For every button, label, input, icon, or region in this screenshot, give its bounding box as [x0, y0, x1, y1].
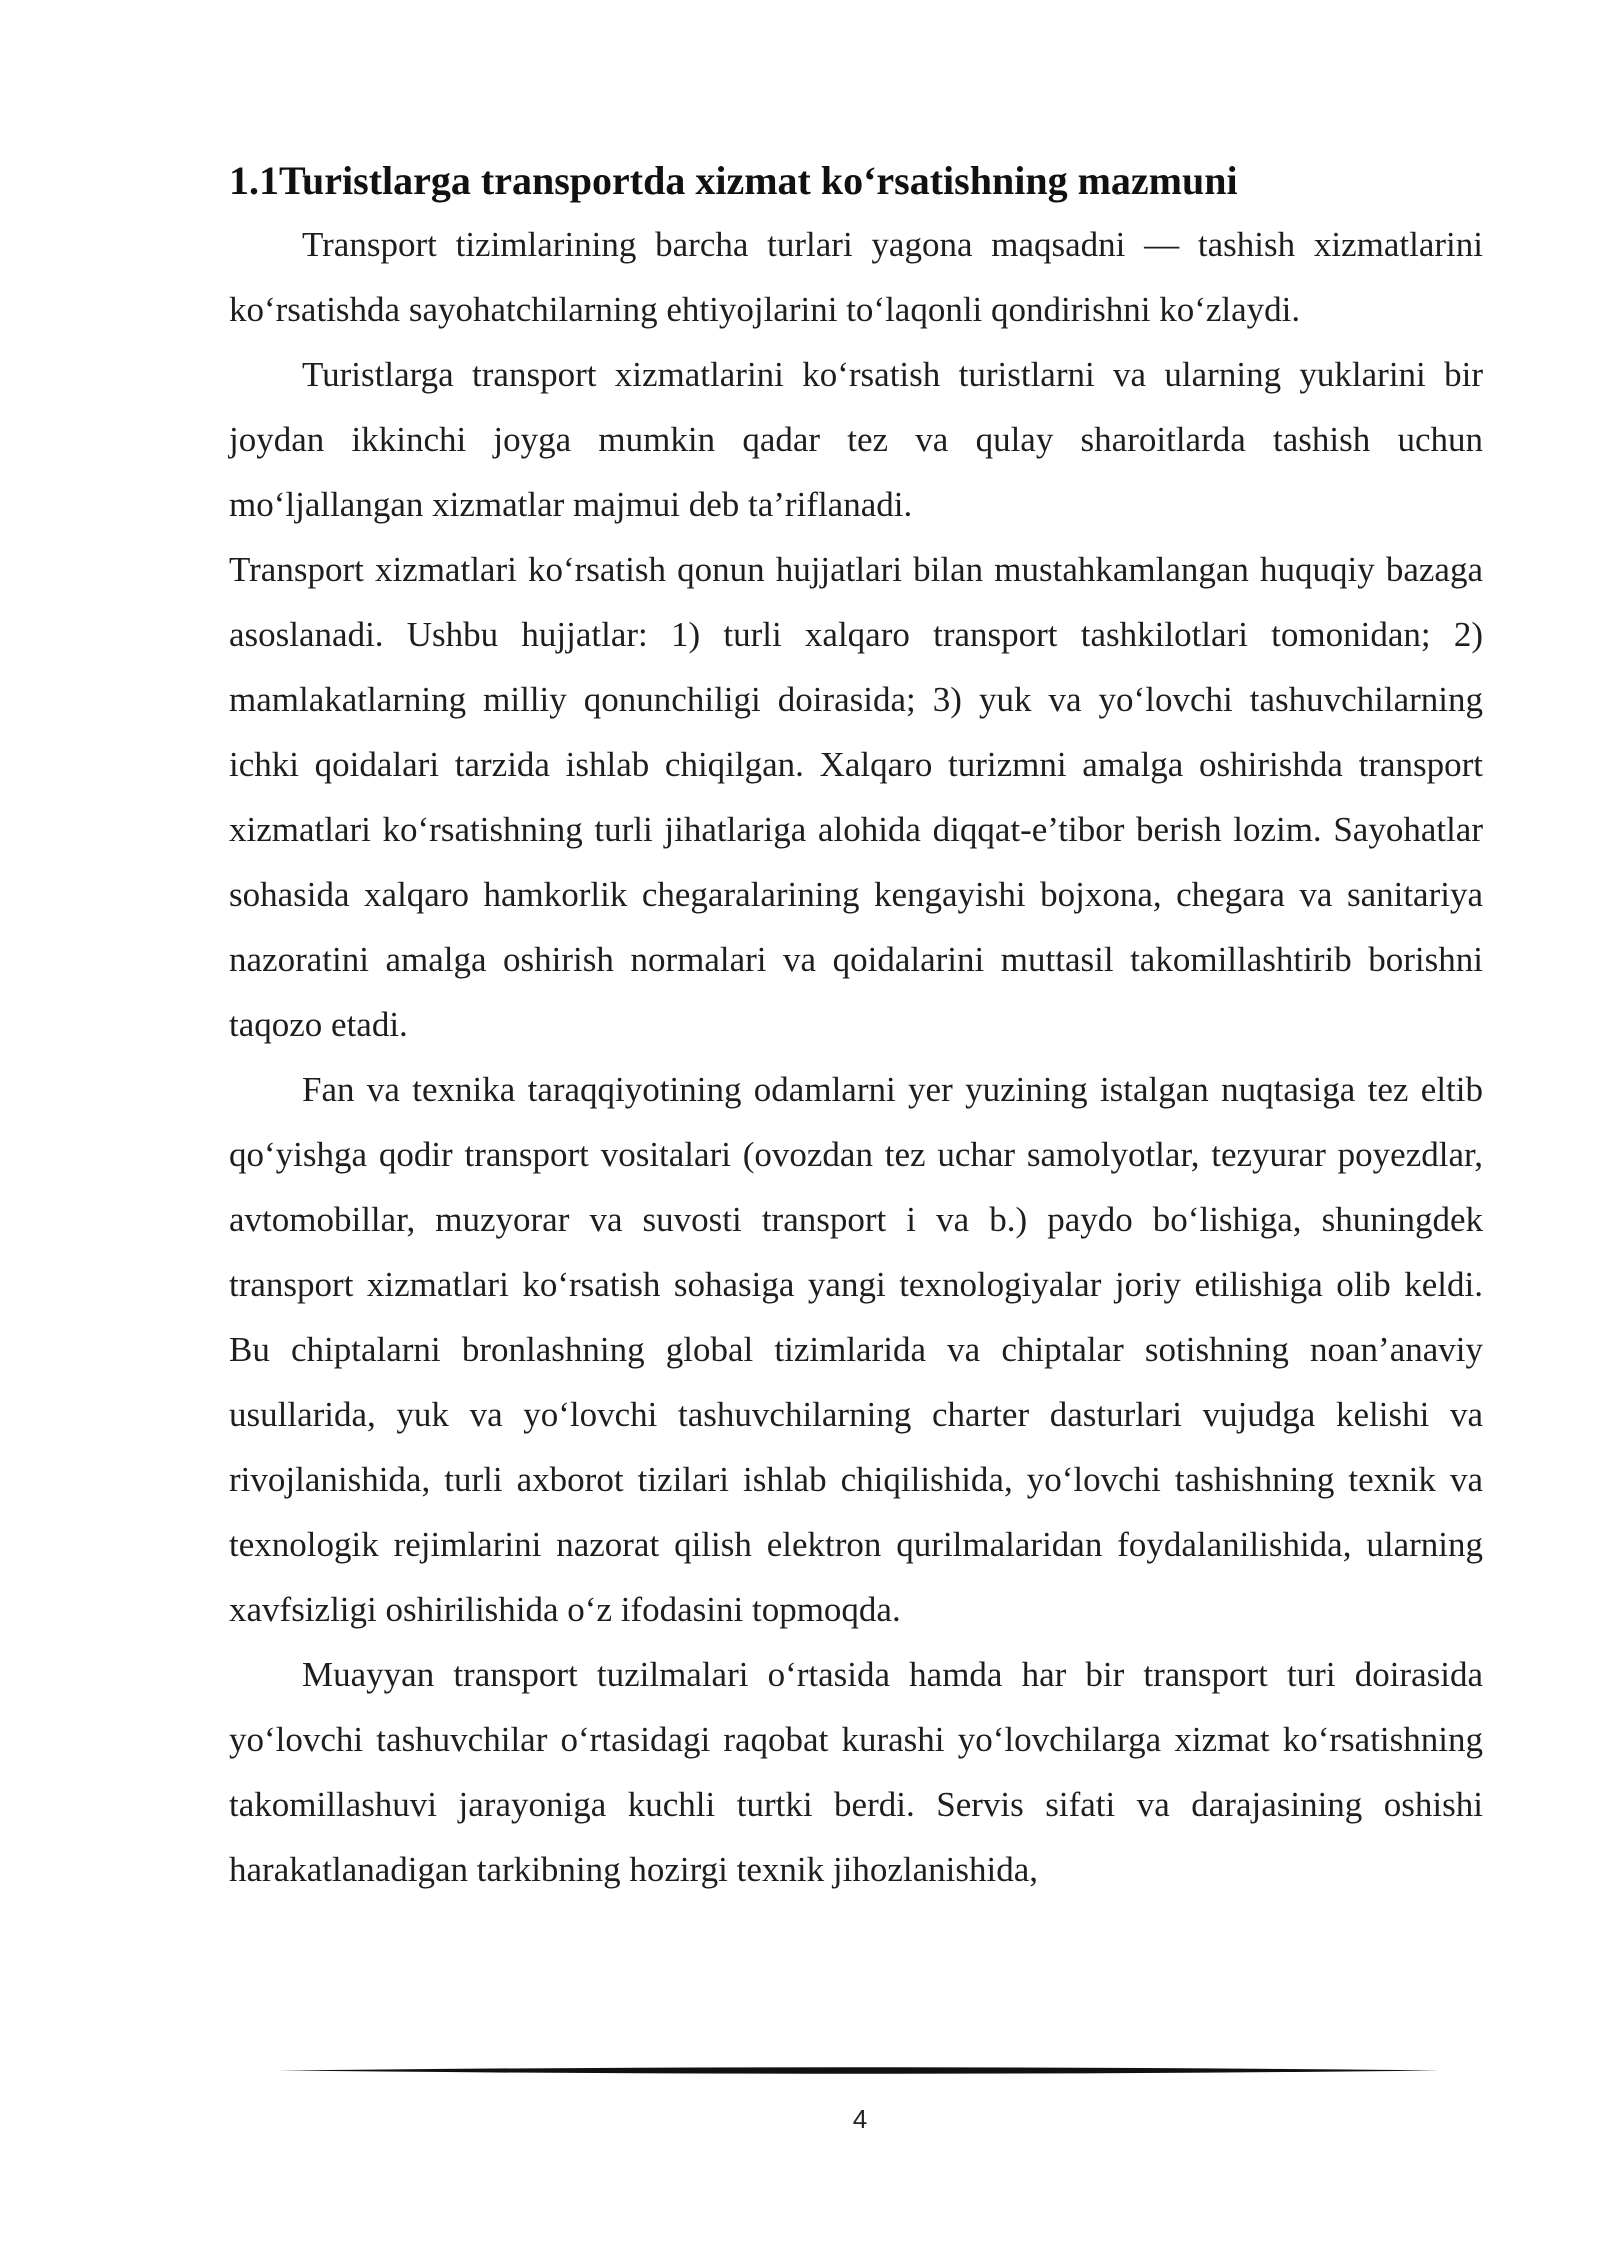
footer-divider [279, 2066, 1439, 2075]
paragraph-1: Transport tizimlarining barcha turlari yagona maqsadni — tashish xizmatlarini ko‘rsatishda sayohatchilarning ehtiyojlarini to‘laqonli qondirishni ko‘zlaydi. [229, 225, 1483, 329]
paragraph-4: Fan va texnika taraqqiyotining odamlarni yer yuzining istalgan nuqtasiga tez eltib qo‘yishga qodir transport vositalari (ovozdan tez uchar samolyotlar, tezyurar poyezdlar, avtomobillar, muzyorar va suvosti transport i va b.) paydo bo‘lishiga, shuningdek transport xizmatlari ko‘rsatish sohasiga yangi texnologiyalar joriy etilishiga olib keldi. Bu chiptalarni bronlashning global tizimlarida va chiptalar sotishning noan’anaviy usullarida, yuk va yo‘lovchi tashuvchilarning charter dasturlari vujudga kelishi va rivojlanishida, turli axborot tizilari ishlab chiqilishida, yo‘lovchi tashishning texnik va texnologik rejimlarini nazorat qilish elektron qurilmalaridan foydalanilishida, ularning xavfsizligi oshirilishida o‘z ifodasini topmoqda. [229, 1070, 1483, 1629]
page-number: 4 [852, 2104, 868, 2134]
section-heading: 1.1Turistlarga transportda xizmat ko‘rsatishning mazmuni [229, 158, 1238, 203]
paragraph-2: Turistlarga transport xizmatlarini ko‘rsatish turistlarni va ularning yuklarini bir joydan ikkinchi joyga mumkin qadar tez va qulay sharoitlarda tashish uchun mo‘ljallangan xizmatlar majmui deb ta’riflanadi. [229, 355, 1483, 524]
paragraph-5: Muayyan transport tuzilmalari o‘rtasida hamda har bir transport turi doirasida yo‘lovchi tashuvchilar o‘rtasidagi raqobat kurashi yo‘lovchilarga xizmat ko‘rsatishning takomillashuvi jarayoniga kuchli turtki berdi. Servis sifati va darajasining oshishi harakatlanadigan tarkibning hozirgi texnik jihozlanishida, [229, 1655, 1483, 1889]
paragraph-3: Transport xizmatlari ko‘rsatish qonun hujjatlari bilan mustahkamlangan huquqiy bazaga asoslanadi. Ushbu hujjatlar: 1) turli xalqaro transport tashkilotlari tomonidan; 2) mamlakatlarning milliy qonunchiligi doirasida; 3) yuk va yo‘lovchi tashuvchilarning ichki qoidalari tarzida ishlab chiqilgan. Xalqaro turizmni amalga oshirishda transport xizmatlari ko‘rsatishning turli jihatlariga alohida diqqat-e’tibor berish lozim. Sayohatlar sohasida xalqaro hamkorlik chegaralarining kengayishi bojxona, chegara va sanitariya nazoratini amalga oshirish normalari va qoidalarini muttasil takomillashtirib borishni taqozo etadi. [229, 550, 1483, 1044]
page-content [229, 150, 1483, 1902]
